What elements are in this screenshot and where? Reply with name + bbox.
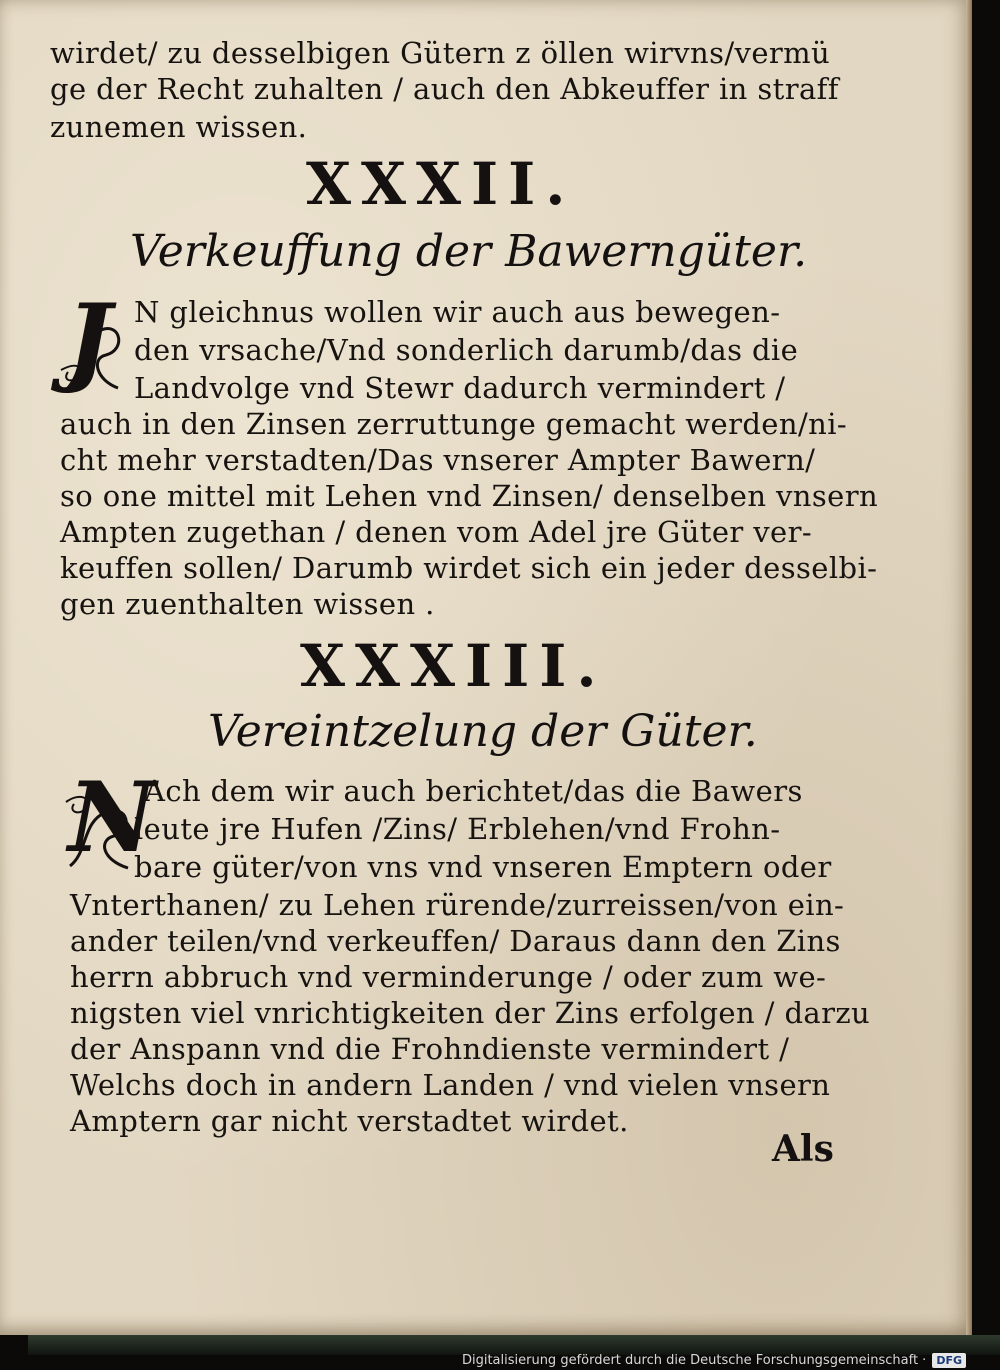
section-heading: Vereintzelung der Güter.: [208, 706, 758, 757]
text-line: Welchs doch in andern Landen / vnd vielen vnsern: [70, 1068, 831, 1102]
text-line: Ampten zugethan / denen vom Adel jre Güter ver-: [60, 515, 813, 549]
decorated-initial: N: [68, 761, 156, 874]
page-edge: [966, 0, 972, 1335]
text-line: leute jre Hufen /Zins/ Erblehen/vnd Frohn-: [134, 812, 781, 846]
text-line: gen zuenthalten wissen .: [60, 587, 435, 621]
digitization-footer: [462, 1353, 966, 1368]
text-line: Landvolge vnd Stewr dadurch vermindert /: [134, 371, 786, 405]
text-line: bare güter/von vns vnd vnseren Emptern oder: [134, 850, 832, 884]
text-line: wirdet/ zu desselbigen Gütern z öllen wirvns/vermü: [50, 36, 831, 70]
footer-text: Digitalisierung gefördert durch die Deutsche Forschungsgemeinschaft ·: [461, 1353, 927, 1368]
text-line: auch in den Zinsen zerruttunge gemacht werden/ni-: [60, 407, 848, 441]
text-line: Ach dem wir auch berichtet/das die Bawers: [144, 774, 803, 808]
text-line: keuffen sollen/ Darumb wirdet sich ein jeder desselbi-: [60, 551, 878, 585]
dfg-logo-icon: DFG: [932, 1353, 966, 1368]
text-line: so one mittel mit Lehen vnd Zinsen/ denselben vnsern: [60, 479, 879, 513]
text-line: Amptern gar nicht verstadtet wirdet.: [70, 1104, 629, 1138]
text-line: herrn abbruch vnd verminderunge / oder zum we-: [70, 960, 827, 994]
text-line: N gleichnus wollen wir auch aus bewegen-: [134, 295, 781, 329]
section-heading: Verkeuffung der Bawerngüter.: [130, 226, 808, 277]
catchword: Als: [772, 1128, 834, 1170]
text-line: ander teilen/vnd verkeuffen/ Daraus dann den Zins: [70, 924, 841, 958]
text-line: nigsten viel vnrichtigkeiten der Zins erfolgen / darzu: [70, 996, 871, 1030]
section-numeral: XXXII.: [306, 150, 576, 218]
initial-flourish-icon: [56, 300, 136, 400]
text-line: Vnterthanen/ zu Lehen rürende/zurreissen/von ein-: [70, 888, 845, 922]
decorated-initial: J: [66, 283, 112, 396]
book-cover-edge: [28, 1335, 1000, 1355]
text-line: der Anspann vnd die Frohndienste vermindert /: [70, 1032, 790, 1066]
text-line: ge der Recht zuhalten / auch den Abkeuffer in straff: [50, 72, 839, 106]
text-line: cht mehr verstadten/Das vnserer Ampter Bawern/: [60, 443, 816, 477]
text-line: den vrsache/Vnd sonderlich darumb/das die: [134, 333, 799, 367]
text-line: zunemen wissen.: [50, 110, 308, 144]
section-numeral: XXXIII.: [300, 632, 607, 700]
